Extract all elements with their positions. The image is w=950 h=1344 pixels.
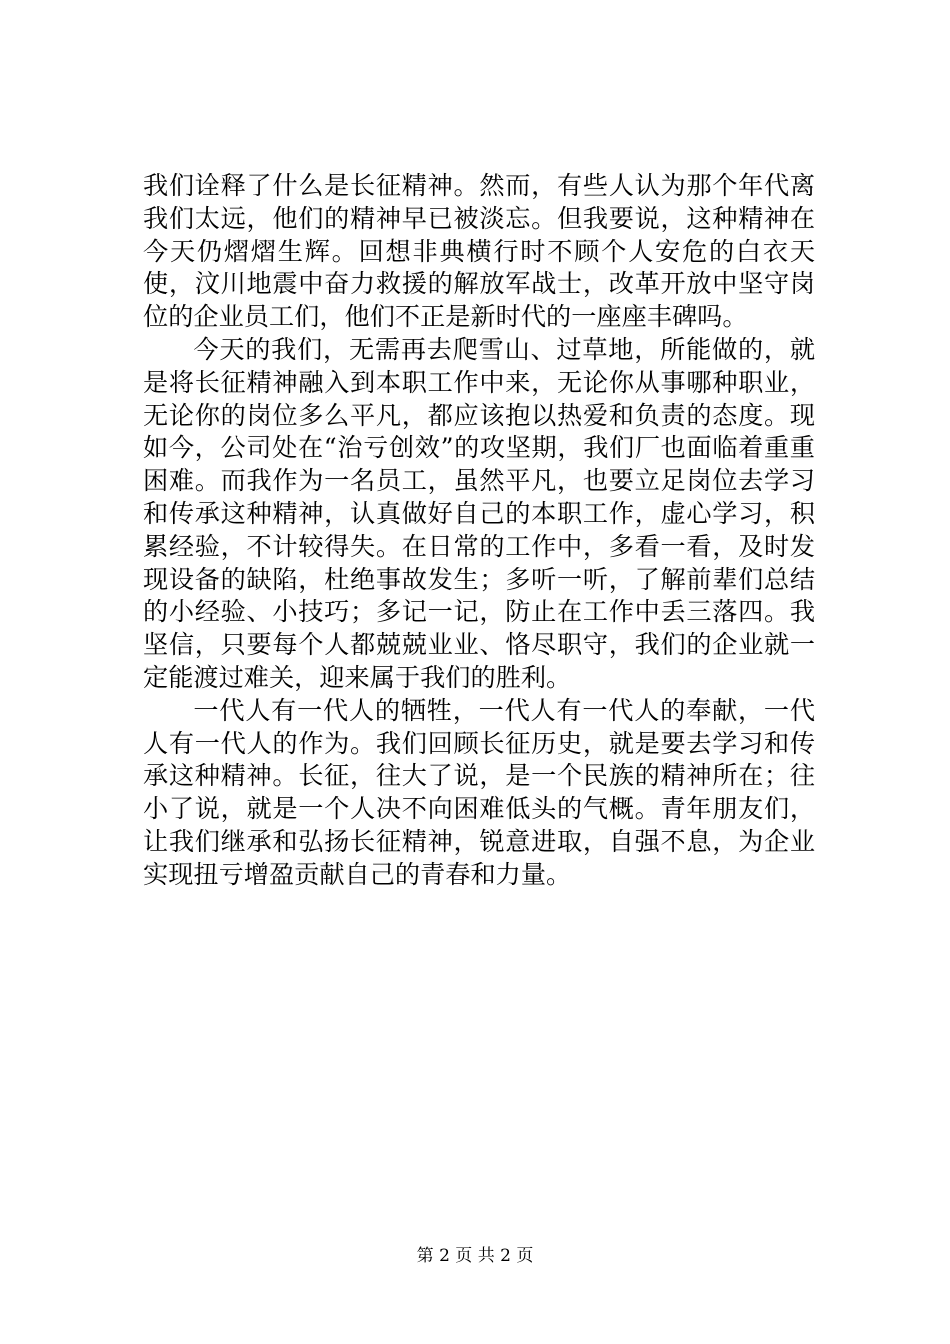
page-footer: 第 2 页 共 2 页 [416,1246,534,1266]
body-text [143,170,815,892]
paragraph-1: 我们诠释了什么是长征精神。然而，有些人认为那个年代离我们太远，他们的精神早已被淡忘。但我要说，这种精神在今天仍熠熠生辉。回想非典横行时不顾个人安危的白衣天使，汶川地震中奋力救援的解放军战士，改革开放中坚守岗位的企业员工们，他们不正是新时代的一座座丰碑吗。 [143,171,815,332]
paragraph-2: 今天的我们，无需再去爬雪山、过草地，所能做的，就是将长征精神融入到本职工作中来，无论你从事哪种职业，无论你的岗位多么平凡，都应该抱以热爱和负责的态度。现如今，公司处在“治亏创效”的攻坚期，我们厂也面临着重重困难。而我作为一名员工，虽然平凡，也要立足岗位去学习和传承这种精神，认真做好自己的本职工作，虚心学习，积累经验，不计较得失。在日常的工作中，多看一看，及时发现设备的缺陷，杜绝事故发生；多听一听，了解前辈们总结的小经验、小技巧；多记一记，防止在工作中丢三落四。我坚信，只要每个人都兢兢业业、恪尽职守，我们的企业就一定能渡过难关，迎来属于我们的胜利。 [143,334,815,692]
paragraph-3: 一代人有一代人的牺牲，一代人有一代人的奉献，一代人有一代人的作为。我们回顾长征历史，就是要去学习和传承这种精神。长征，往大了说，是一个民族的精神所在；往小了说，就是一个人决不向困难低头的气概。青年朋友们，让我们继承和弘扬长征精神，锐意进取，自强不息，为企业实现扭亏增盈贡献自己的青春和力量。 [143,695,815,889]
